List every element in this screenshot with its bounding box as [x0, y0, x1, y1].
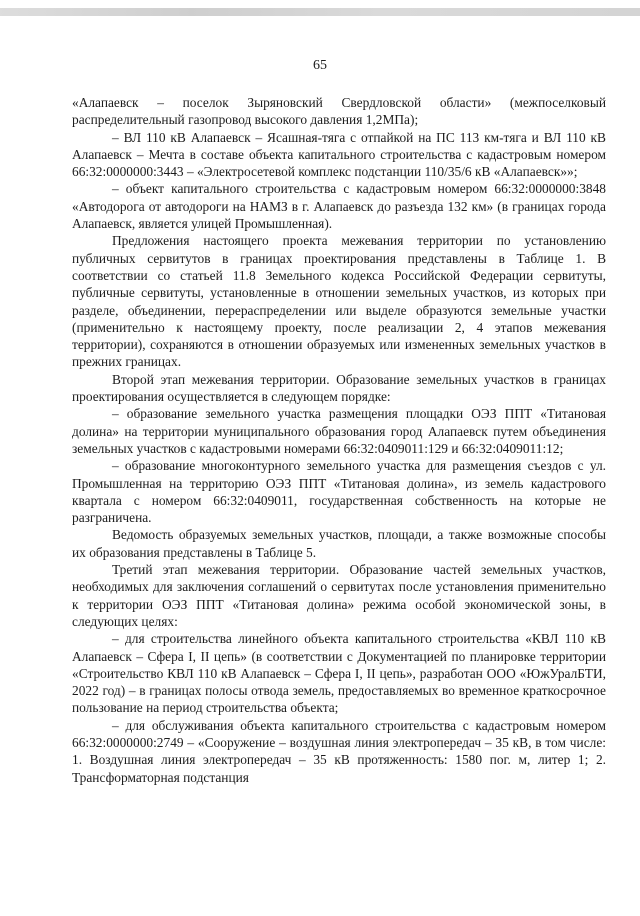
paragraph-power-line-maintenance: – для обслуживания объекта капитального строительства с кадастровым номером 66:32:0000000:2749 – «Сооружение – воздушная линия электропередач – 35 кВ, в том числе: 1. Воздушная линия электропередач – 35 кВ протяженность: 1580 пог. м, литер 1; 2. Трансформаторная подстанция — [72, 717, 606, 785]
paragraph-public-servitudes: Предложения настоящего проекта межевания территории по установлению публичных сервитутов в границах проектирования представлены в Таблице 1. В соответствии со статьей 11.8 Земельного кодекса Российской Федерации сервитуты, публичные сервитуты, установленные в отношении земельных участков, из которых при разделе, объединении, перераспределении или выделе образуются земельные участки (применительно к настоящему проекту, после реализации 2, 4 этапов межевания территории), сохраняются в отношении образуемых или измененных земельных участков в прежних границах. — [72, 233, 606, 370]
paragraph-multi-contour-plot: – образование многоконтурного земельного участка для размещения съездов с ул. Промышленная на территорию ОЭЗ ППТ «Титановая долина», из земель кадастрового квартала с номером 66:32:0409011, государственная собственность на которые не разграничена. — [72, 458, 606, 526]
paragraph-second-stage: Второй этап межевания территории. Образование земельных участков в границах проектирования осуществляется в следующем порядке: — [72, 371, 606, 405]
scan-edge-artifact — [0, 8, 640, 16]
paragraph-plots-statement: Ведомость образуемых земельных участков, площади, а также возможные способы их образования представлены в Таблице 5. — [72, 527, 606, 560]
paragraph-road-object: – объект капитального строительства с кадастровым номером 66:32:0000000:3848 «Автодорога от автодороги на НАМЗ в г. Алапаевск до разъезда 132 км» (в границах города Алапаевск, является улицей Промышленная). — [72, 181, 606, 232]
paragraph-gas-pipeline-continuation: «Алапаевск – поселок Зыряновский Свердловской области» (межпоселковый распределительный газопровод высокого давления 1,2МПа); — [72, 95, 606, 128]
paragraph-third-stage: Третий этап межевания территории. Образование частей земельных участков, необходимых для заключения соглашений о сервитутах после установления применительно к территории ОЭЗ ППТ «Титановая долина» режима особой экономической зоны, в следующих целях: — [72, 562, 606, 629]
paragraph-kvl-construction: – для строительства линейного объекта капитального строительства «КВЛ 110 кВ Алапаевск – Сфера I, II цепь» (в соответствии с Документацией по планировке территории «Строительство КВЛ 110 кВ Алапаевск – Сфера I, II цепь», разработан ООО «ЮжУралБТИ, 2022 год) – в границах полосы отвода земель, предоставляемых во временное краткосрочное пользование на период строительства объекта; — [72, 631, 606, 716]
page-number: 65 — [313, 58, 327, 73]
paragraph-plot-merge: – образование земельного участка размещения площадки ОЭЗ ППТ «Титановая долина» на территории муниципального образования город Алапаевск путем объединения земельных участков с кадастровыми номерами 66:32:0409011:129 и 66:32:0409011:12; — [72, 406, 606, 456]
paragraph-power-line-vl110: – ВЛ 110 кВ Алапаевск – Ясашная-тяга с отпайкой на ПС 113 км-тяга и ВЛ 110 кВ Алапаевск – Мечта в составе объекта капитального строительства с кадастровым номером 66:32:0000000:3443 – «Электросетевой комплекс подстанции 110/35/6 кВ «Алапаевск»»; — [72, 129, 606, 180]
document-body — [72, 94, 606, 786]
